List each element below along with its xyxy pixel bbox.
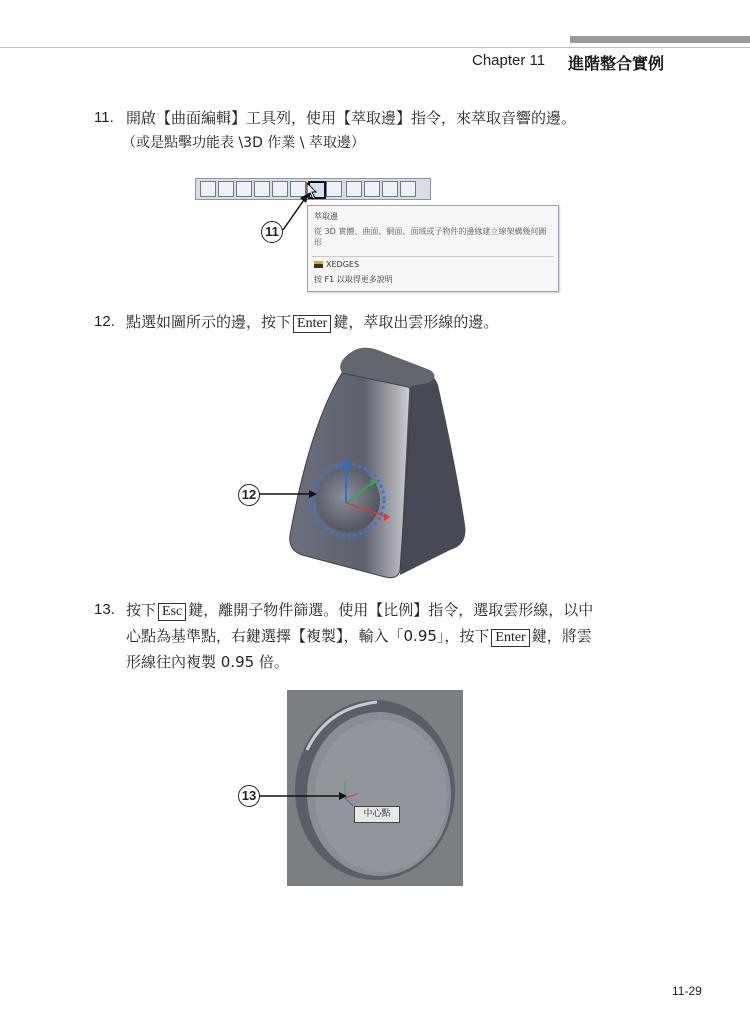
ellipse-ring-drawing [287, 690, 463, 886]
header-bar [570, 36, 750, 43]
step-text: 心點為基準點，右鍵選擇【複製】，輸入「0.95」，按下 [126, 627, 490, 645]
tooltip [307, 205, 559, 292]
step-text: 開啟【曲面編輯】工具列，使用【萃取邊】指令，來萃取音響的邊。 [126, 109, 577, 127]
toolbar-button[interactable] [400, 181, 416, 197]
chapter-label: Chapter 11 [472, 52, 546, 69]
toolbar-button[interactable] [346, 181, 362, 197]
tooltip-title: 萃取邊 [314, 212, 338, 221]
callout-11: 11 [261, 221, 283, 243]
step-number: 13. [94, 601, 115, 618]
toolbar-button[interactable] [382, 181, 398, 197]
tooltip-divider [312, 256, 554, 257]
enter-key: Enter [293, 315, 331, 333]
toolbar-button[interactable] [200, 181, 216, 197]
callout-13: 13 [238, 785, 260, 807]
step-text: 點選如圖所示的邊，按下 [126, 313, 292, 331]
enter-key: Enter [491, 629, 529, 647]
toolbar-button[interactable] [254, 181, 270, 197]
center-point-label: 中心點 [354, 806, 400, 823]
callout-12: 12 [238, 484, 260, 506]
callout-arrow [259, 486, 319, 502]
toolbar-button[interactable] [326, 181, 342, 197]
chapter-title: 進階整合實例 [568, 54, 665, 73]
step-number: 12. [94, 313, 115, 330]
step-text: 鍵，離開子物件篩選。使用【比例】指令，選取雲形線，以中 [188, 601, 594, 619]
step-text: 按下 [126, 601, 157, 619]
callout-arrow [259, 789, 349, 805]
tooltip-help: 按 F1 以取得更多說明 [314, 275, 393, 284]
step-text: 鍵，將雲 [531, 627, 592, 645]
step-number: 11. [94, 109, 114, 126]
tooltip-description: 從 3D 實體、曲面、網面、面域或子物件的邊緣建立線架構幾何圖形 [314, 227, 547, 247]
speaker-3d-model [280, 345, 480, 585]
tooltip-command: XEDGES [326, 260, 360, 269]
step-text: 鍵，萃取出雲形線的邊。 [333, 313, 499, 331]
command-icon [314, 261, 323, 268]
esc-key: Esc [158, 603, 186, 621]
page-number: 11-29 [672, 984, 702, 998]
step-text-menu-path: （或是點擊功能表 \3D 作業 \ 萃取邊） [122, 135, 365, 151]
callout-arrow [282, 192, 312, 234]
toolbar-button[interactable] [218, 181, 234, 197]
toolbar-button[interactable] [364, 181, 380, 197]
step-text: 形線往內複製 0.95 倍。 [126, 653, 289, 671]
toolbar-button[interactable] [236, 181, 252, 197]
header-rule [0, 47, 750, 48]
scale-center-screenshot [287, 690, 463, 886]
